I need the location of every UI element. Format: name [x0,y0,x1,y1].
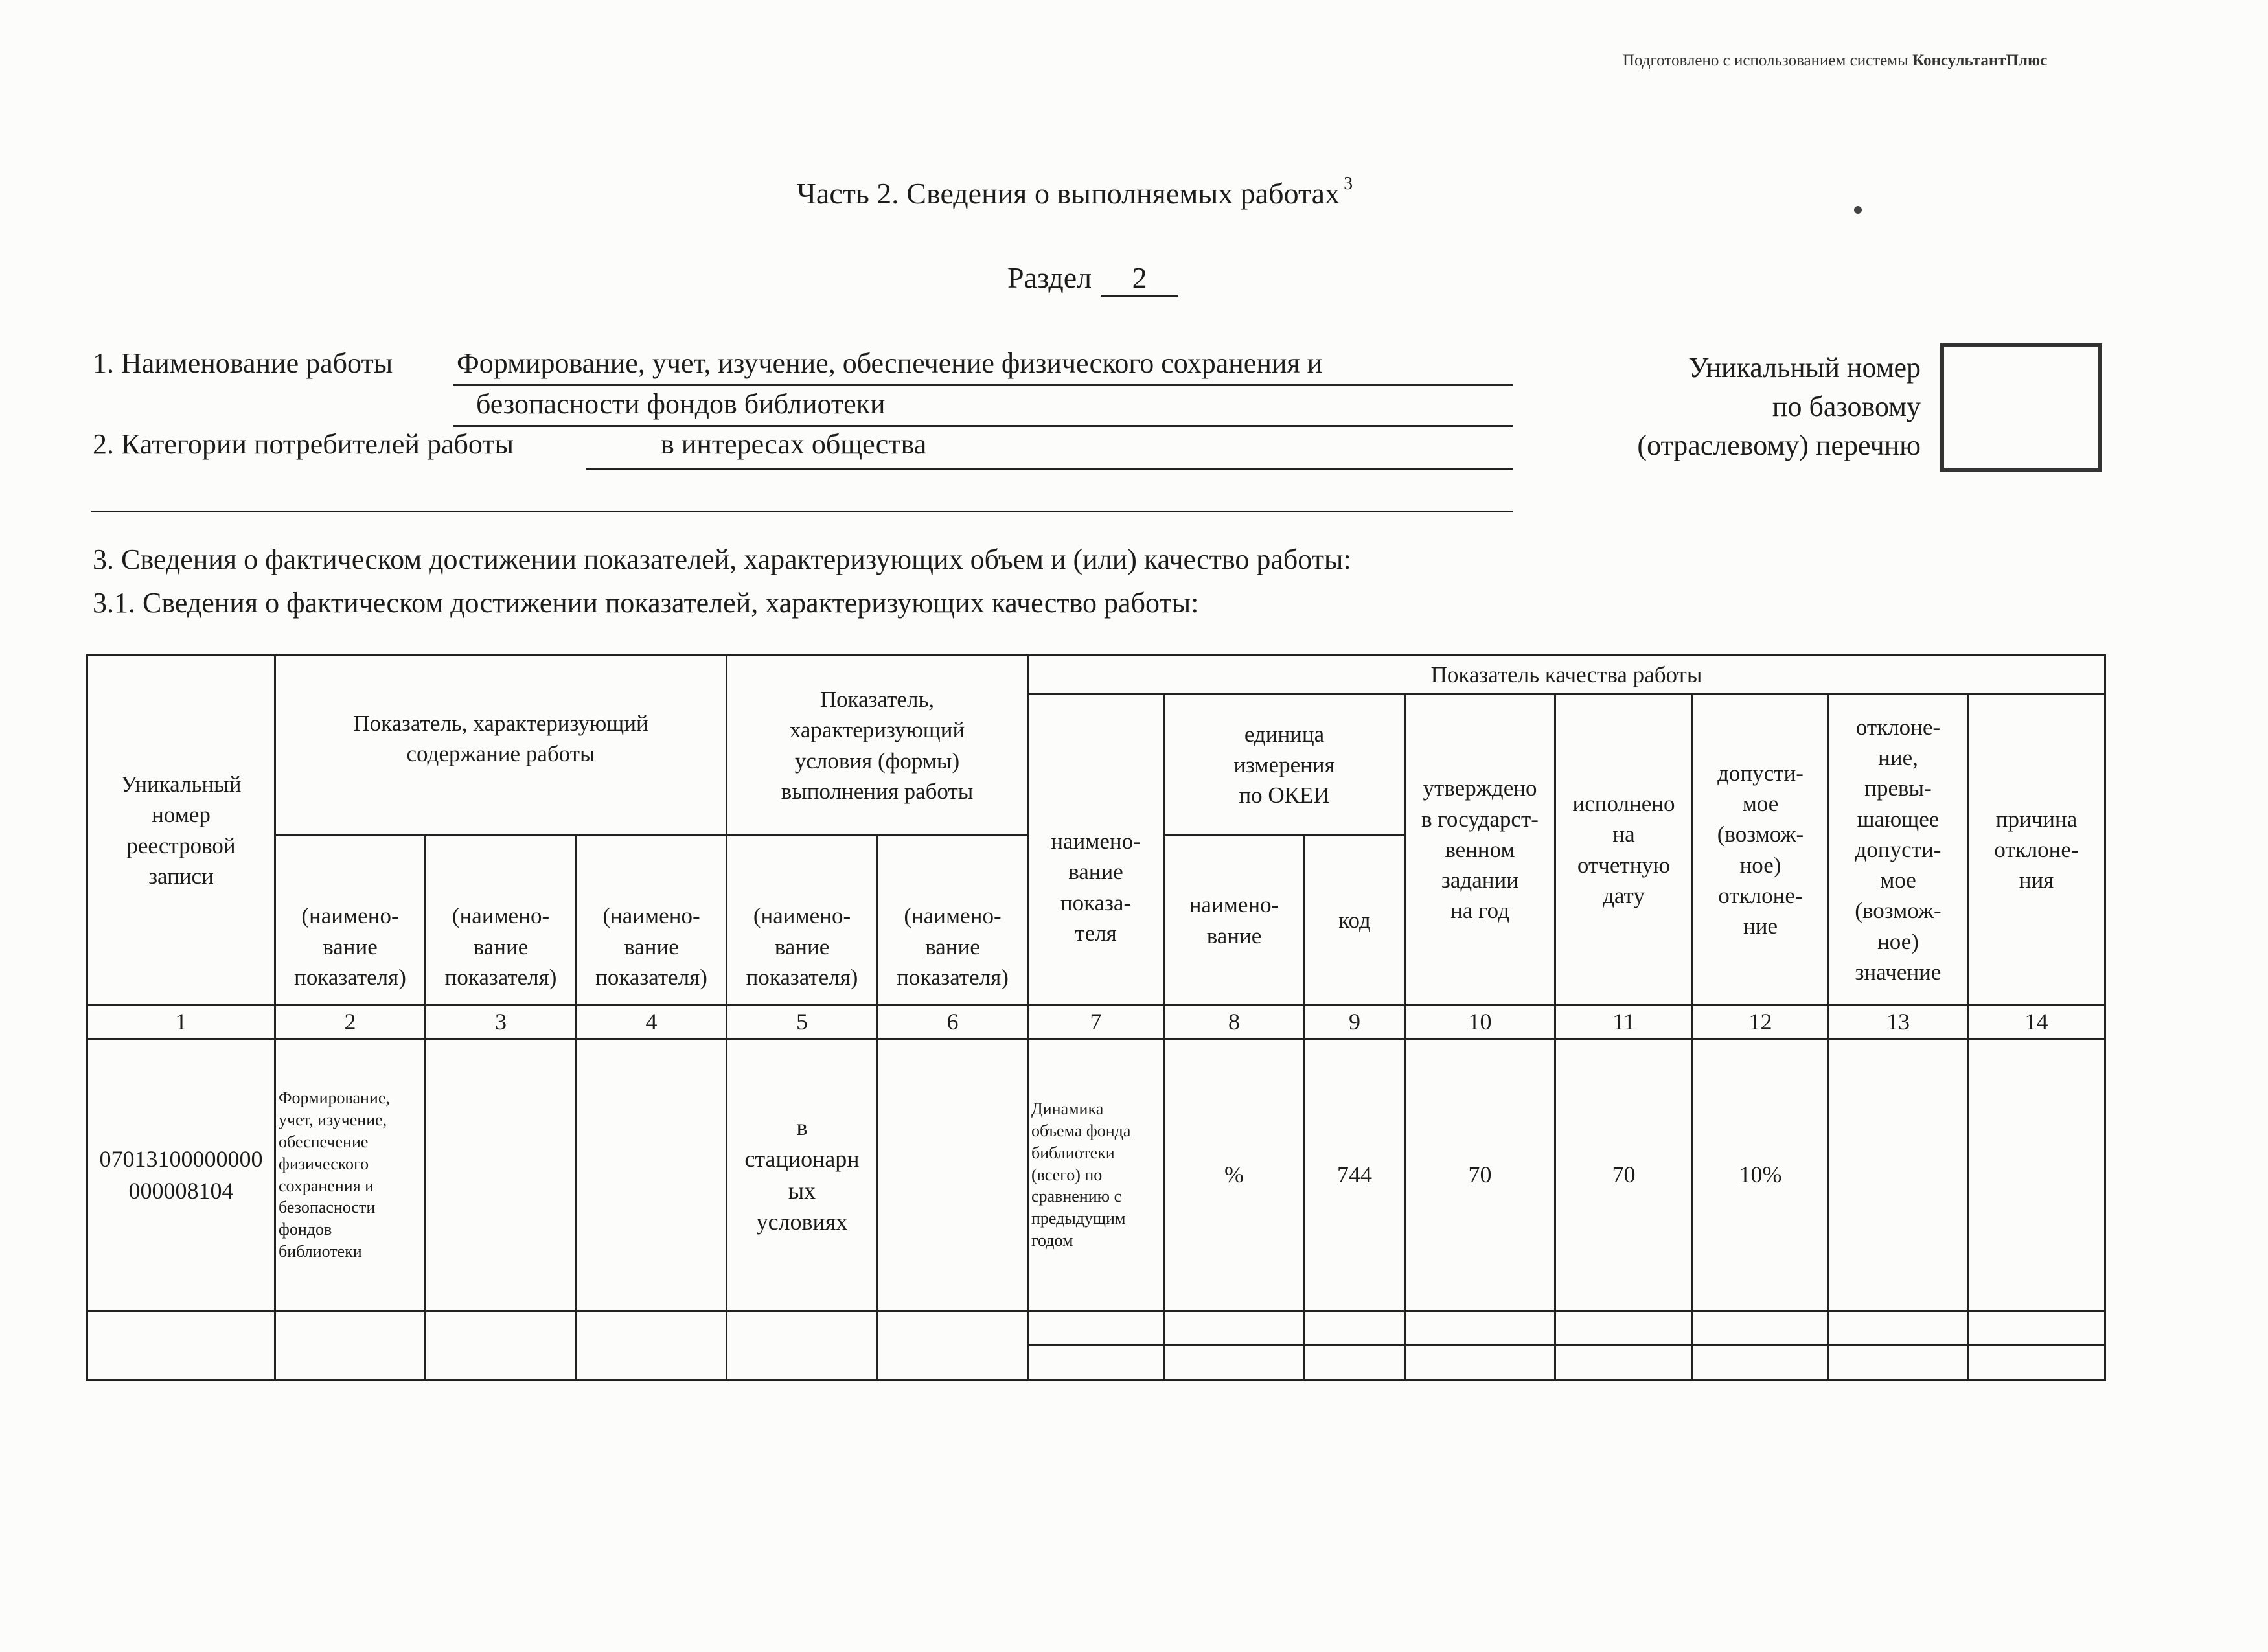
table-row [87,1039,2105,1311]
quality-group-header: Показатель качества работы [1028,656,2105,694]
condition-indicator-cell: в стационарн ых условиях [727,1039,878,1311]
unique-number-label-line2: по базовому [1772,391,1921,422]
okei-header: единица измерения по ОКЕИ [1164,694,1405,836]
col12-header: допусти- мое (возмож- ное) отклоне- ние [1693,694,1829,1005]
col-number-9: 9 [1305,1005,1405,1039]
col-number-8: 8 [1164,1005,1305,1039]
col7-header: наимено- вание показа- теля [1028,694,1164,1005]
col11-header: исполнено на отчетную дату [1555,694,1693,1005]
section-label: Раздел [1007,261,1092,294]
col3-header: (наимено- вание показателя) [426,836,577,1005]
section-heading [1007,260,1178,297]
col13-header: отклоне- ние, превы- шающее допусти- мое (возмож- ное) значение [1829,694,1968,1005]
col-number-11: 11 [1555,1005,1693,1039]
para-3: 3. Сведения о фактическом достижении показателей, характеризующих объем и (или) качество работы: [93,544,1351,575]
col-number-12: 12 [1693,1005,1829,1039]
header-note-prefix: Подготовлено с использованием системы [1623,52,1913,69]
unit-code-cell: 744 [1305,1039,1405,1311]
reason-cell [1968,1039,2105,1311]
consumers-value: в интересах общества [661,428,927,460]
col6-header: (наимено- вание показателя) [878,836,1028,1005]
unit-name-cell: % [1164,1039,1305,1311]
col-number-13: 13 [1829,1005,1968,1039]
section-number: 2 [1101,260,1178,297]
unique-number-label-line1: Уникальный номер [1688,352,1921,384]
part-title-text: Часть 2. Сведения о выполняемых работах [797,177,1340,210]
work-name-underline-2 [453,425,1513,427]
allowed-deviation-cell: 10% [1693,1039,1829,1311]
col9-header: код [1305,836,1405,1005]
empty-cell-col4 [577,1039,727,1311]
col1-header: Уникальный номер реестровой записи [87,656,275,1005]
unique-number-box [1940,343,2102,472]
unique-number-label-line3: (отраслевому) перечню [1637,430,1921,461]
col-number-6: 6 [878,1005,1028,1039]
empty-cell-col3 [426,1039,577,1311]
empty-cell-col6 [878,1039,1028,1311]
work-name-line2: безопасности фондов библиотеки [476,388,886,420]
col10-header: утверждено в государст- венном задании на год [1405,694,1555,1005]
col-number-3: 3 [426,1005,577,1039]
consumers-label: 2. Категории потребителей работы [93,428,514,460]
empty-row [87,1311,2105,1345]
registry-number-cell: 07013100000000 000008104 [87,1039,275,1311]
part-title [797,174,1353,211]
col-number-1: 1 [87,1005,275,1039]
indicator-name-cell: Динамика объема фонда библиотеки (всего) по сравнению с предыдущим годом [1028,1039,1164,1311]
work-name-label: 1. Наименование работы [93,347,393,379]
col-number-2: 2 [275,1005,426,1039]
col-number-4: 4 [577,1005,727,1039]
content-indicator-cell: Формирование, учет, изучение, обеспечение физического сохранения и безопасности фондов библиотеки [275,1039,426,1311]
col8-header: наимено- вание [1164,836,1305,1005]
consumers-underline [586,468,1513,470]
col-number-7: 7 [1028,1005,1164,1039]
consultant-plus-note [1623,52,2047,70]
para-3-1: 3.1. Сведения о фактическом достижении показателей, характеризующих качество работы: [93,587,1199,619]
col5-header: (наимено- вание показателя) [727,836,878,1005]
header-note-system: КонсультантПлюс [1912,52,2048,69]
content-indicator-group-header: Показатель, характеризующий содержание работы [275,656,727,836]
col-number-5: 5 [727,1005,878,1039]
work-name-line1: Формирование, учет, изучение, обеспечение физического сохранения и [457,347,1323,379]
conditions-indicator-group-header: Показатель, характеризующий условия (формы) выполнения работы [727,656,1028,836]
executed-cell: 70 [1555,1039,1693,1311]
excess-deviation-cell [1829,1039,1968,1311]
unique-number-label [1568,349,1921,465]
col2-header: (наимено- вание показателя) [275,836,426,1005]
scan-dot [1854,206,1862,214]
col-number-14: 14 [1968,1005,2105,1039]
approved-cell: 70 [1405,1039,1555,1311]
quality-indicators-table [86,654,2106,1381]
col14-header: причина отклоне- ния [1968,694,2105,1005]
blank-underline [91,511,1513,512]
part-footnote: 3 [1344,174,1353,194]
col-number-10: 10 [1405,1005,1555,1039]
col4-header: (наимено- вание показателя) [577,836,727,1005]
column-number-row [87,1005,2105,1039]
work-name-underline-1 [453,384,1513,386]
